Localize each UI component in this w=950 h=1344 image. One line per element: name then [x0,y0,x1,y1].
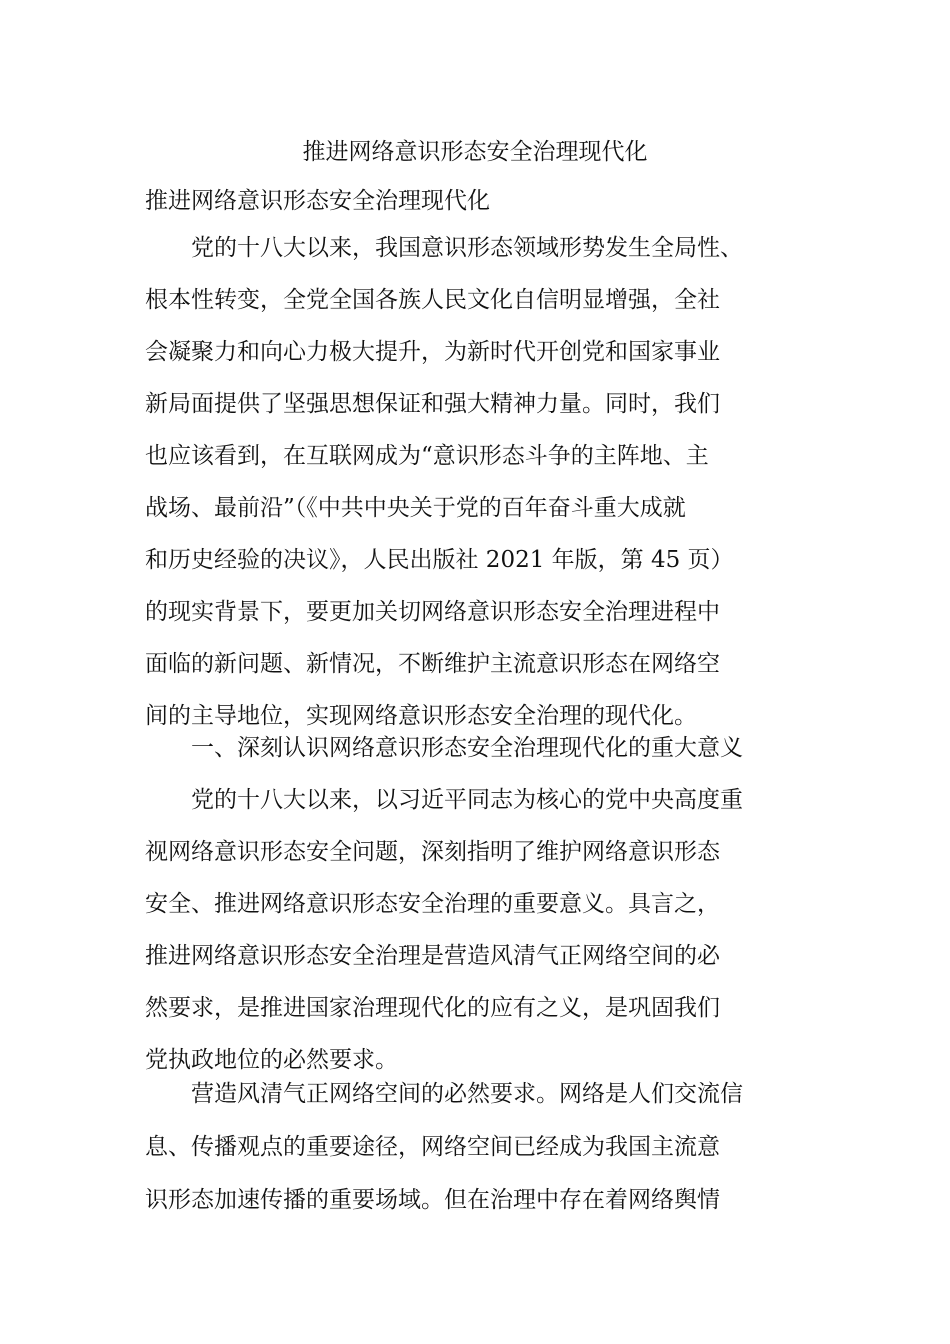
text-line: 党执政地位的必然要求。 [145,1047,398,1073]
text-line: 推进网络意识形态安全治理是营造风清气正网络空间的必 [145,943,720,969]
paragraph-cyberspace [145,1068,825,1227]
text-line: 息、传播观点的重要途径，网络空间已经成为我国主流意 [145,1134,720,1160]
text-line: 视网络意识形态安全问题，深刻指明了维护网络意识形态 [145,839,720,865]
text-line: 的现实背景下，要更加关切网络意识形态安全治理进程中 [145,599,720,625]
text-line: 安全、推进网络意识形态安全治理的重要意义。具言之， [145,891,720,917]
text-line: 会凝聚力和向心力极大提升，为新时代开创党和国家事业 [145,339,720,365]
document-subtitle: 推进网络意识形态安全治理现代化 [145,188,490,214]
text-line: 党的十八大以来，以习近平同志为核心的党中央高度重 [145,787,743,813]
text-line: 然要求，是推进国家治理现代化的应有之义，是巩固我们 [145,995,720,1021]
text-line: 营造风清气正网络空间的必然要求。网络是人们交流信 [145,1081,743,1107]
text-line: 新局面提供了坚强思想保证和强大精神力量。同时，我们 [145,391,720,417]
text-line: 也应该看到，在互联网成为“意识形态斗争的主阵地、主 [145,443,709,469]
text-line: 战场、最前沿”（《中共中央关于党的百年奋斗重大成就 [145,495,686,521]
paragraph-intro [145,222,825,742]
document-title: 推进网络意识形态安全治理现代化 [302,139,648,165]
text-line: 根本性转变，全党全国各族人民文化自信明显增强，全社 [145,287,720,313]
text-line: 和历史经验的决议》，人民出版社 2021 年版，第 45 页） [145,547,734,573]
text-line: 间的主导地位，实现网络意识形态安全治理的现代化。 [145,703,697,729]
section-heading: 一、深刻认识网络意识形态安全治理现代化的重大意义 [145,735,743,761]
text-line: 面临的新问题、新情况，不断维护主流意识形态在网络空 [145,651,720,677]
text-line: 党的十八大以来，我国意识形态领域形势发生全局性、 [145,235,743,261]
paragraph-section-one [145,722,825,1086]
text-line: 识形态加速传播的重要场域。但在治理中存在着网络舆情 [145,1187,720,1213]
